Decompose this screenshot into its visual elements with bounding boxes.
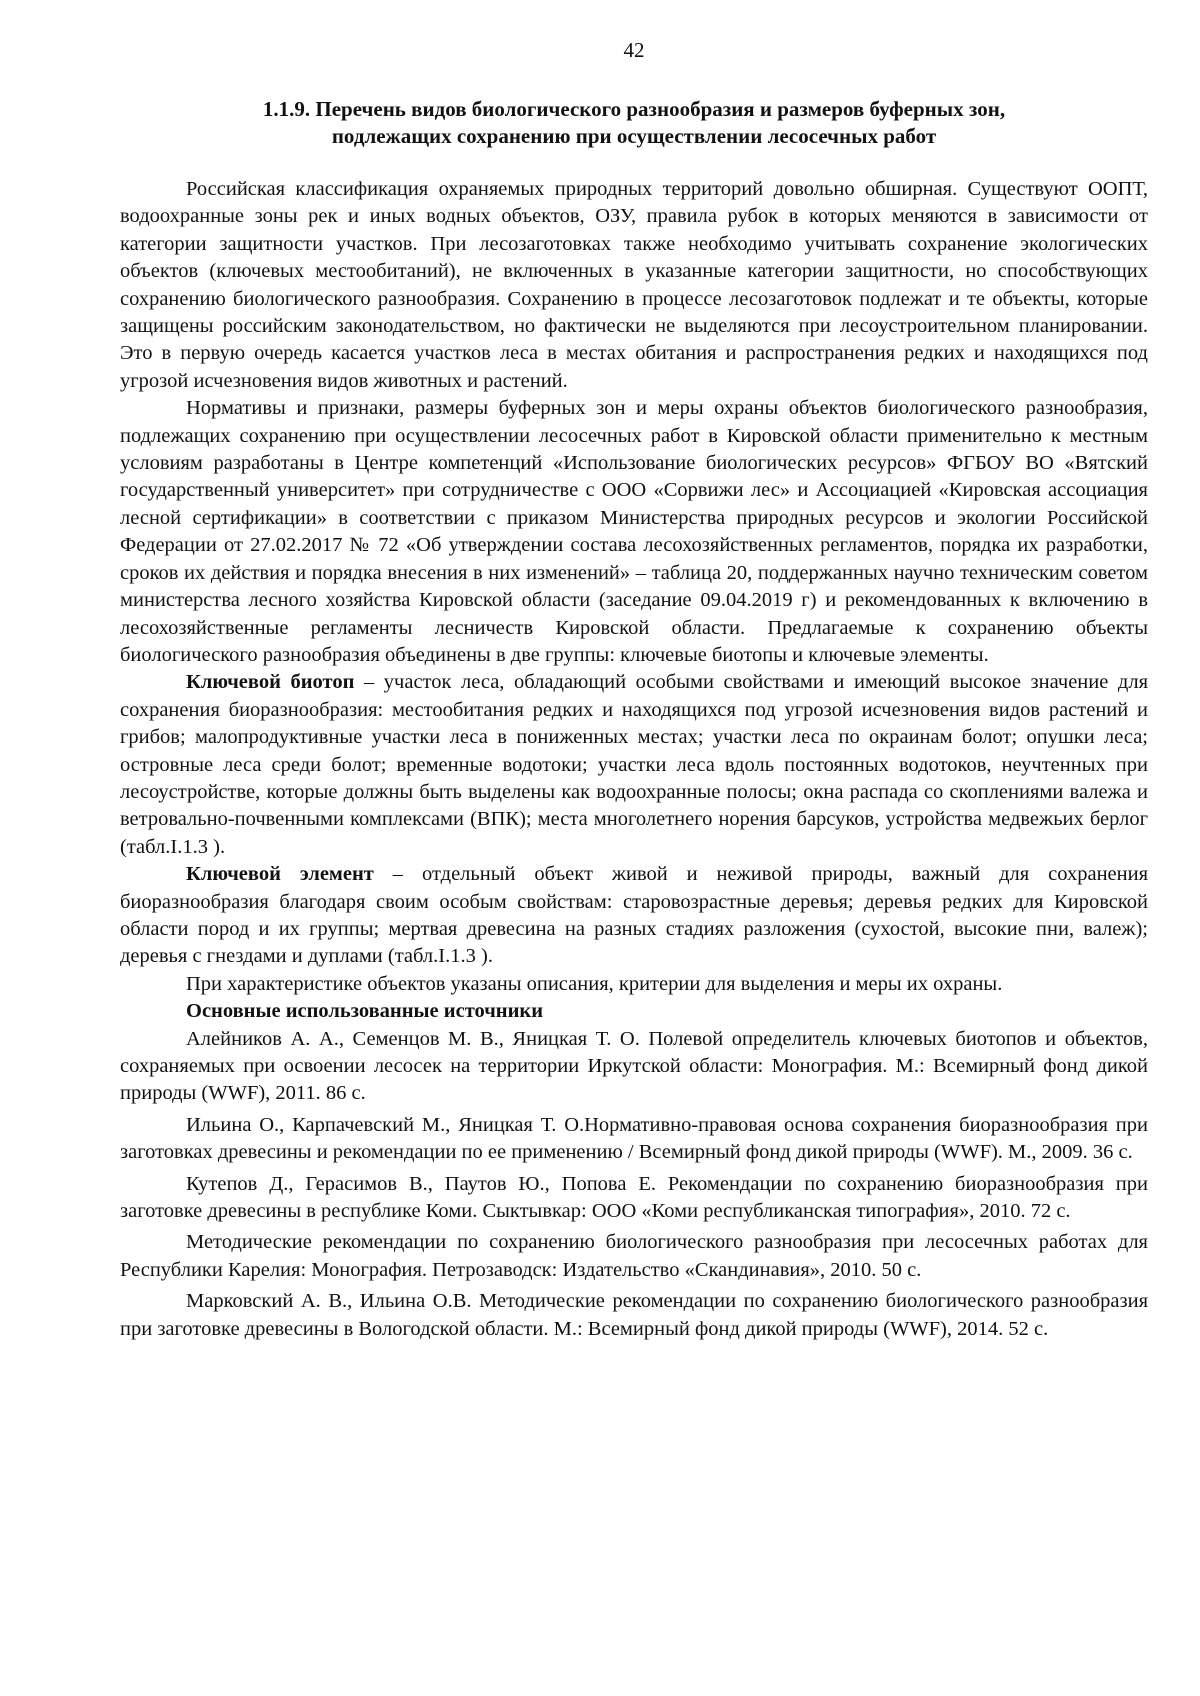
reference-item: Ильина О., Карпачевский М., Яницкая Т. О.Нормативно-правовая основа сохранения биоразнообразия при заготовках древесины и рекомендации по ее применению / Всемирный фонд дикой природы (WWF). М., 2009. 36 с. — [120, 1113, 1148, 1164]
definition-key-element: – отдельный объект живой и неживой природы, важный для сохранения биоразнообразия благодаря своим особым свойствам: старовозрастные деревья; деревья редких для Кировской области пород и их группы; мертвая древесина на разных стадиях разложения (сухостой, высокие пни, валеж); деревья с гнездами и дуплами (табл.I.1.3 ). — [120, 863, 1149, 968]
reference-item: Алейников А. А., Семенцов М. В., Яницкая Т. О. Полевой определитель ключевых биотопов и объектов, сохраняемых при освоении лесосек на территории Иркутской области: Монография. М.: Всемирный фонд дикой природы (WWF), 2011. 86 с. — [120, 1027, 1148, 1105]
paragraph-classification: Российская классификация охраняемых природных территорий довольно обширная. Существуют ООПТ, водоохранные зоны рек и иных водных объектов, ОЗУ, правила рубок в которых меняются в зависимости от категории защитности участков. При лесозаготовках также необходимо учитывать сохранение экологических объектов (ключевых местообитаний), не включенных в указанные категории защитности, но способствующих сохранению биологического разнообразия. Сохранению в процессе лесозаготовок подлежат и те объекты, которые защищены российским законодательством, но фактически не выделяются при лесоустроительном планировании. Это в первую очередь касается участков леса в местах обитания и распространения редких и находящихся под угрозой исчезновения видов животных и растений. — [120, 178, 1148, 392]
page-number: 42 — [623, 38, 645, 62]
term-key-biotope: Ключевой биотоп — [186, 671, 355, 694]
section-heading-line-1: 1.1.9. Перечень видов биологического разнообразия и размеров буферных зон, — [262, 97, 1006, 121]
reference-item: Кутепов Д., Герасимов В., Паутов Ю., Попова Е. Рекомендации по сохранению биоразнообразия при заготовке древесины в республике Коми. Сыктывкар: ООО «Коми республиканская типография», 2010. 72 с. — [120, 1172, 1148, 1223]
sources-heading: Основные использованные источники — [186, 1000, 544, 1023]
reference-item: Марковский А. В., Ильина О.В. Методические рекомендации по сохранению биологического разнообразия при заготовке древесины в Вологодской области. М.: Всемирный фонд дикой природы (WWF), 2014. 52 с. — [120, 1290, 1148, 1340]
paragraph-key-element — [120, 861, 1148, 971]
paragraph-normatives: Нормативы и признаки, размеры буферных зон и меры охраны объектов биологического разнообразия, подлежащих сохранению при осуществлении лесосечных работ в Кировской области применительно к местным условиям разработаны в Центре компетенций «Использование биологических ресурсов» ФГБОУ ВО «Вятский государственный университет» при сотрудничестве с ООО «Сорвижи лес» и Ассоциацией «Кировская ассоциация лесной сертификации» в соответствии с приказом Министерства природных ресурсов и экологии Российской Федерации от 27.02.2017 № 72 «Об утверждении состава лесохозяйственных регламентов, порядка их разработки, сроков их действия и порядка внесения в них изменений» – таблица 20, поддержанных научно техническим советом министерства лесного хозяйства Кировской области (заседание 09.04.2019 г) и рекомендованных к включению в лесохозяйственные регламенты лесничеств Кировской области. Предлагаемые к сохранению объекты биологического разнообразия объединены в две группы: ключевые биотопы и ключевые элементы. — [120, 397, 1148, 666]
term-key-element: Ключевой элемент — [186, 863, 374, 886]
section-heading-line-2: подлежащих сохранению при осуществлении лесосечных работ — [331, 124, 937, 148]
reference-item: Методические рекомендации по сохранению биологического разнообразия при лесосечных работах для Республики Карелия: Монография. Петрозаводск: Издательство «Скандинавия», 2010. 50 с. — [120, 1231, 1148, 1281]
definition-key-biotope: – участок леса, обладающий особыми свойствами и имеющий высокое значение для сохранения биоразнообразия: местообитания редких и находящихся под угрозой исчезновения видов растений и грибов; малопродуктивные участки леса в пониженных местах; участки леса по окраинам болот; опушки леса; островные леса среди болот; временные водотоки; участки леса вдоль постоянных водотоков, неучтенных при лесоустройстве, которые должны быть выделены как водоохранные полосы; окна распада со скоплениями валежа и ветровально-почвенными комплексами (ВПК); места многолетнего норения барсуков, устройства медвежьих берлог (табл.I.1.3 ). — [120, 671, 1148, 858]
document-body — [120, 176, 1148, 1343]
paragraph-characteristics: При характеристике объектов указаны описания, критерии для выделения и меры их охраны. — [186, 972, 1003, 995]
paragraph-key-biotope — [120, 669, 1148, 861]
section-heading — [120, 96, 1148, 150]
